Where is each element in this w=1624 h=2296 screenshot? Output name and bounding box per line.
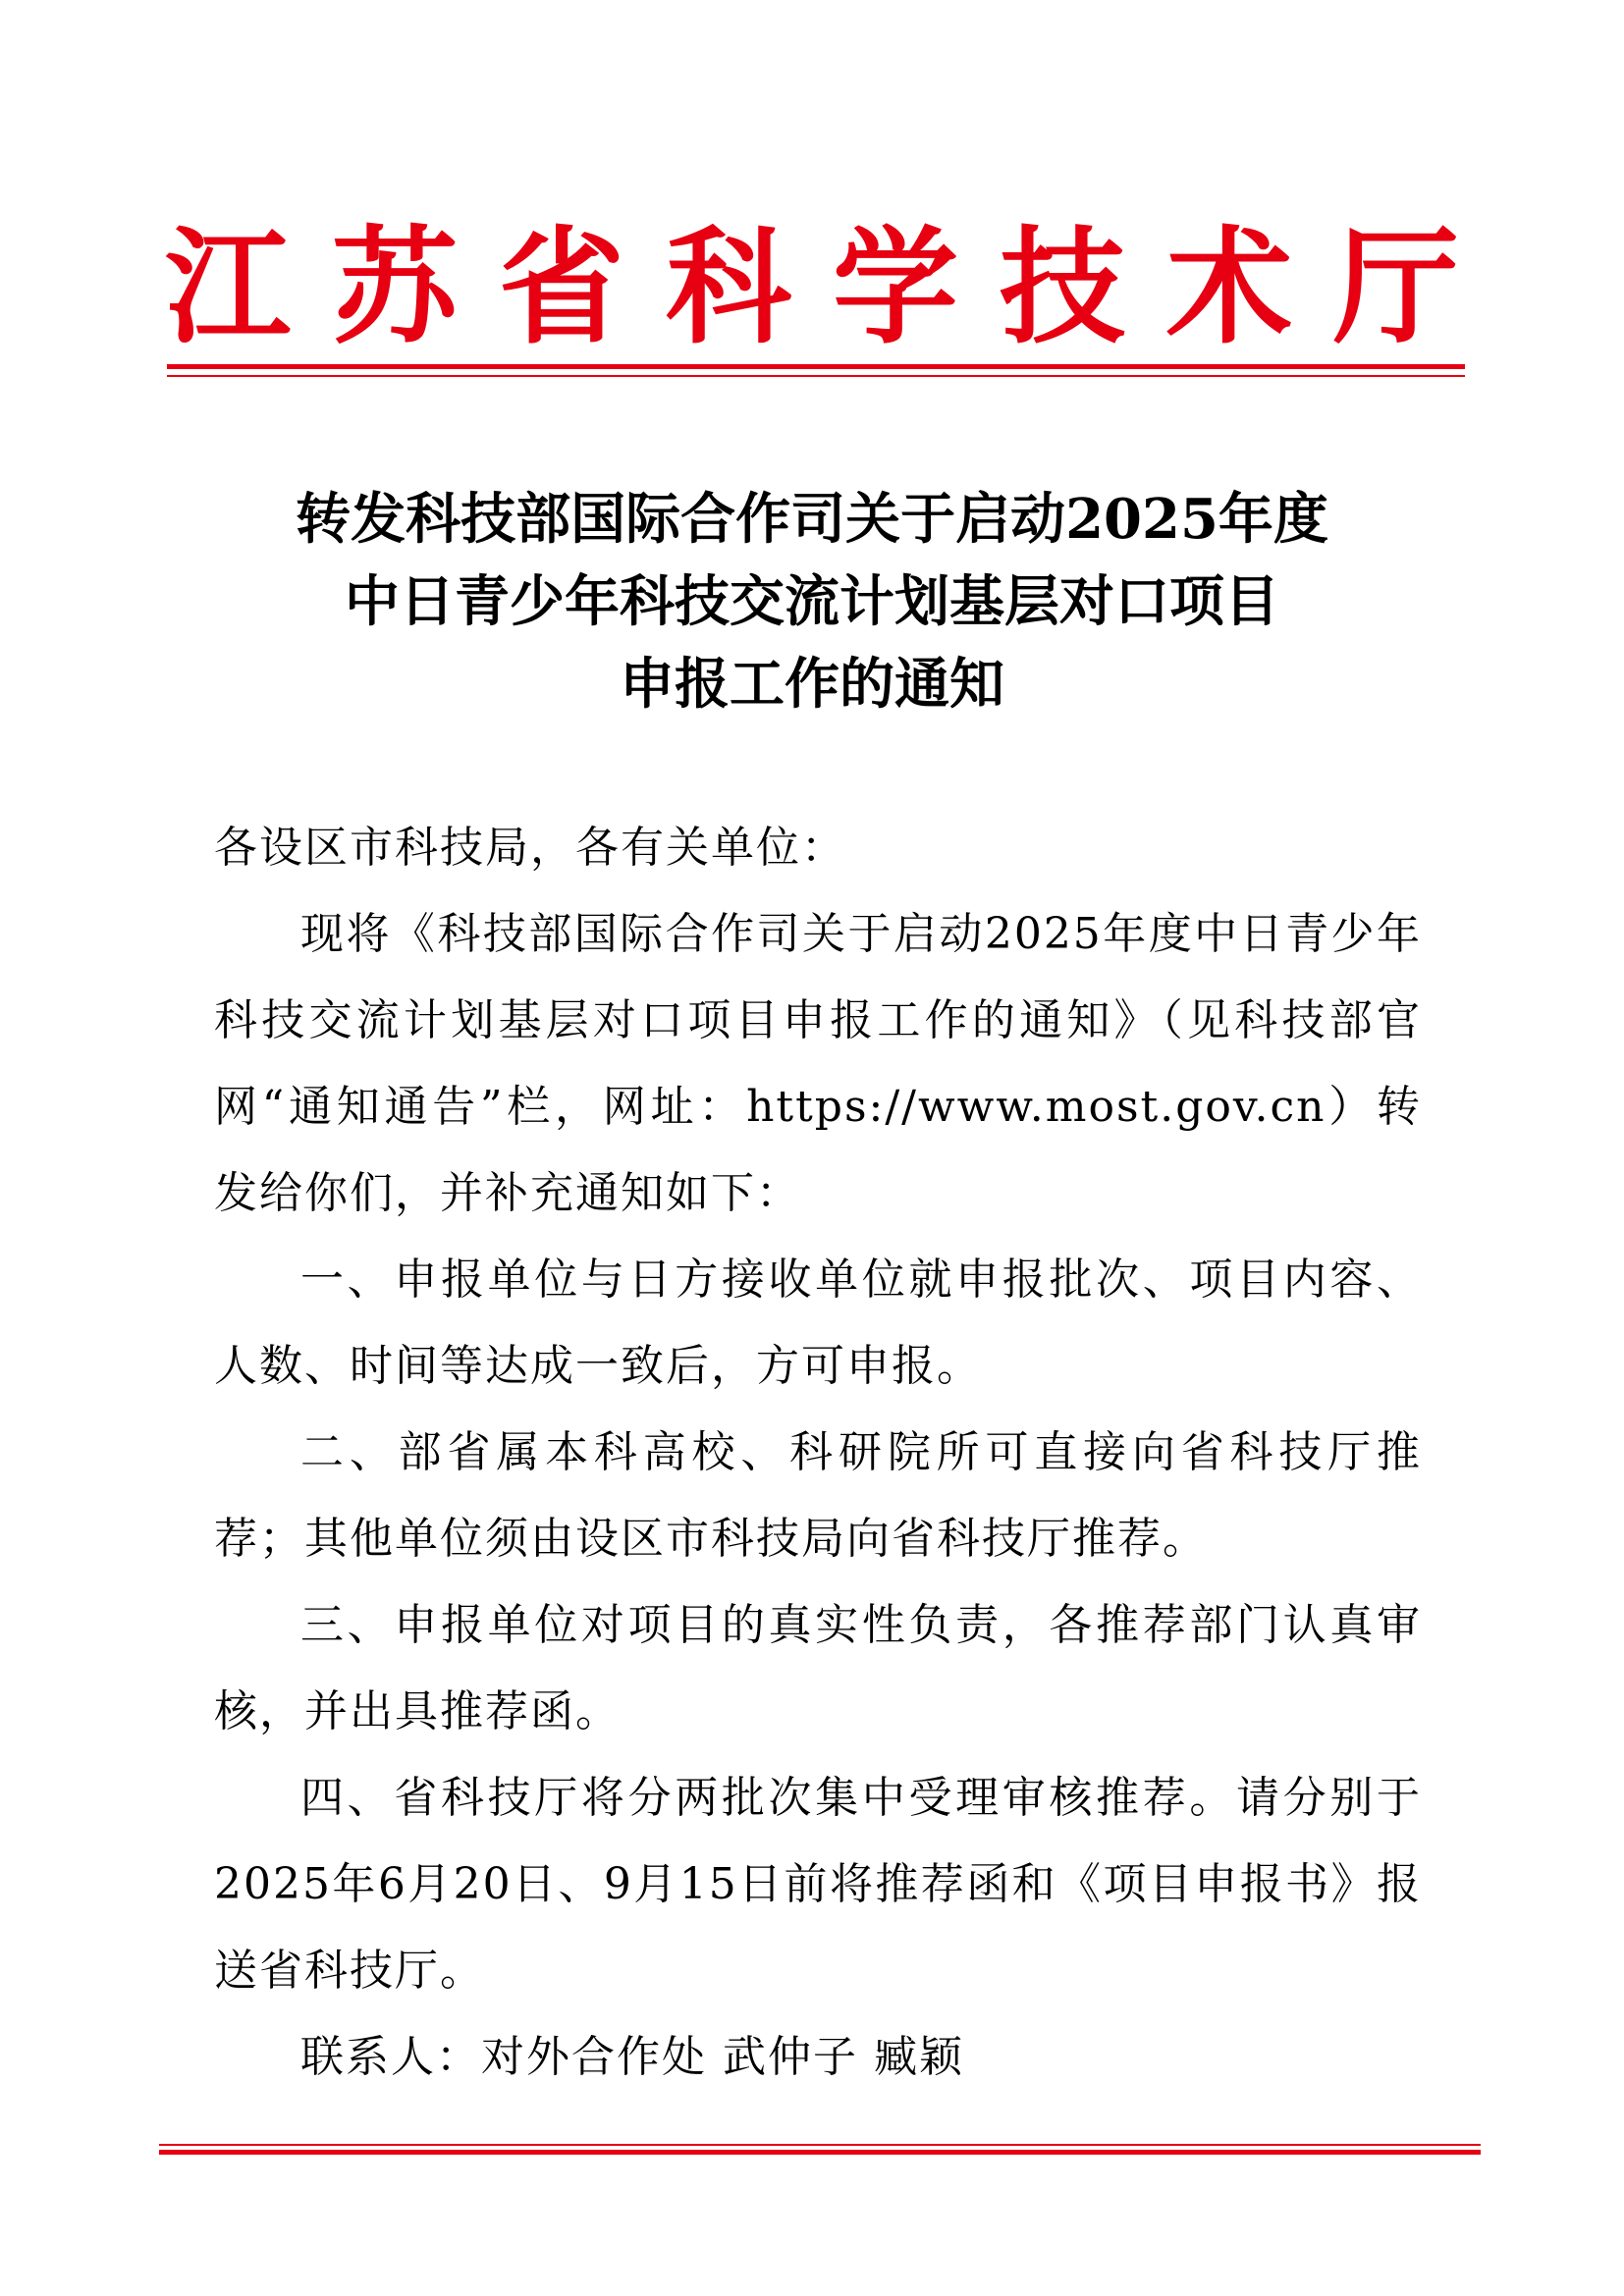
title-line-2: 中日青少年科技交流计划基层对口项目 — [345, 569, 1279, 634]
footer-rule-thin — [159, 2144, 1481, 2146]
item-3: 三、申报单位对项目的真实性负责，各推荐部门认真审核，并出具推荐函。 — [214, 1600, 1422, 1736]
title-line-3: 申报工作的通知 — [620, 652, 1004, 717]
footer-rule-thick — [159, 2150, 1481, 2155]
item-1: 一、申报单位与日方接收单位就申报批次、项目内容、人数、时间等达成一致后，方可申报。 — [214, 1255, 1422, 1391]
letterhead-title: 江苏省科学技术厅 — [164, 214, 1500, 361]
letterhead-rule-thin — [167, 375, 1465, 377]
contact-line: 联系人：对外合作处 武仲子 臧颖 — [300, 2032, 964, 2082]
salutation: 各设区市科技局，各有关单位： — [214, 823, 846, 873]
title-line-1: 转发科技部国际合作司关于启动2025年度 — [296, 487, 1328, 552]
item-2: 二、部省属本科高校、科研院所可直接向省科技厅推荐；其他单位须由设区市科技局向省科技厅推荐。 — [214, 1427, 1422, 1564]
letterhead-rule-thick — [167, 364, 1465, 369]
document-body — [214, 805, 1422, 2101]
intro-paragraph: 现将《科技部国际合作司关于启动2025年度中日青少年科技交流计划基层对口项目申报工作的通知》（见科技部官网“通知通告”栏，网址：https://www.most.gov.cn）转发给你们，并补充通知如下： — [214, 909, 1422, 1218]
document-title — [0, 478, 1624, 725]
item-4: 四、省科技厅将分两批次集中受理审核推荐。请分别于2025年6月20日、9月15日前将推荐函和《项目申报书》报送省科技厅。 — [214, 1773, 1422, 1996]
